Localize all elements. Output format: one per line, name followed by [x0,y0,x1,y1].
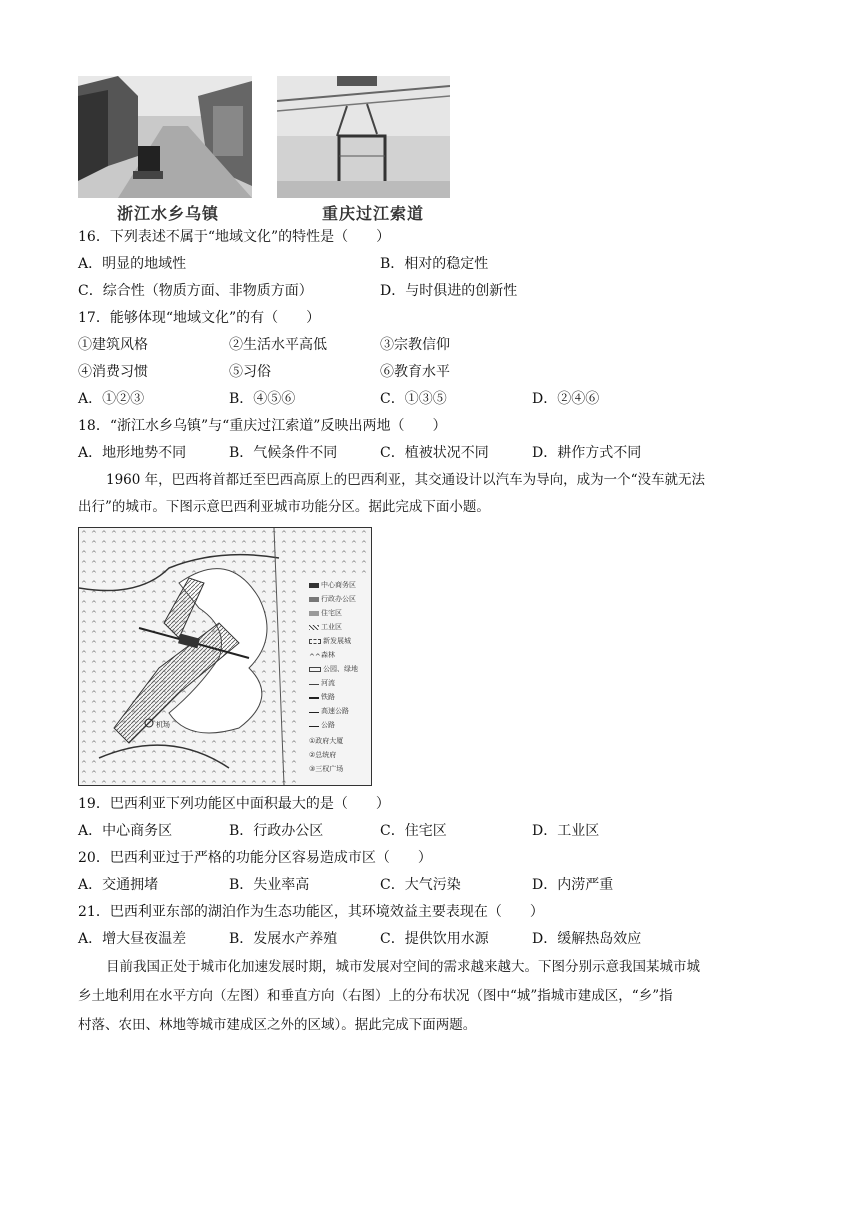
passage2-line2: 乡土地利用在水平方向（左图）和垂直方向（右图）上的分布状况（图中“城”指城市建成区，“乡”指 [78,988,673,1004]
legend-three-powers-plaza: ③三权广场 [309,765,344,773]
passage1-line2: 出行”的城市。下图示意巴西利亚城市功能分区。据此完成下面小题。 [78,499,490,515]
legend-admin: 行政办公区 [309,594,356,604]
q17-item-2: ②生活水平高低 [229,337,327,353]
q20-option-b: B．失业率高 [229,877,310,893]
q16-option-c: C．综合性（物质方面、非物质方面） [78,283,313,299]
q20-option-a: A．交通拥堵 [78,877,159,893]
q16-option-d: D．与时俱进的创新性 [380,283,518,299]
legend-forest: ^^森林 [309,651,335,661]
passage2-line3: 村落、农田、林地等城市建成区之外的区域）。据此完成下面两题。 [78,1017,477,1033]
q18-option-c: C．植被状况不同 [380,445,489,461]
q18-option-a: A．地形地势不同 [78,445,187,461]
legend-park: 公园、绿地 [309,664,358,674]
q18-option-d: D．耕作方式不同 [532,445,642,461]
q16-option-b: B．相对的稳定性 [380,256,489,272]
q19-stem: 19．巴西利亚下列功能区中面积最大的是（ ） [78,796,390,812]
brasilia-function-map [78,527,372,786]
passage1-line1: 1960 年，巴西将首都迁至巴西高原上的巴西利亚，其交通设计以汽车为导向，成为一个“没车就无法 [106,472,706,488]
q19-option-c: C．住宅区 [380,823,447,839]
map-airport-label: 机场 [156,721,170,729]
q17-option-c: C．①③⑤ [380,391,447,407]
q20-option-c: C．大气污染 [380,877,461,893]
q17-item-3: ③宗教信仰 [380,337,450,353]
q19-option-d: D．工业区 [532,823,600,839]
q17-option-a: A．①②③ [78,391,145,407]
q17-option-d: D．②④⑥ [532,391,600,407]
photo-cableway [277,76,450,198]
q21-option-c: C．提供饮用水源 [380,931,489,947]
q19-option-b: B．行政办公区 [229,823,324,839]
legend-presidential-palace: ②总统府 [309,751,337,759]
q21-stem: 21．巴西利亚东部的湖泊作为生态功能区，其环境效益主要表现在（ ） [78,904,544,920]
q16-option-a: A．明显的地域性 [78,256,187,272]
q18-stem: 18．“浙江水乡乌镇”与“重庆过江索道”反映出两地（ ） [78,418,447,434]
legend-industrial: 工业区 [309,622,342,632]
q17-item-1: ①建筑风格 [78,337,148,353]
q20-stem: 20．巴西利亚过于严格的功能分区容易造成市区（ ） [78,850,432,866]
q17-item-5: ⑤习俗 [229,364,271,380]
legend-road: 公路 [309,720,335,730]
q17-item-6: ⑥教育水平 [380,364,450,380]
photo-caption-cableway: 重庆过江索道 [322,204,425,223]
passage2-line1: 目前我国正处于城市化加速发展时期，城市发展对空间的需求越来越大。下图分别示意我国某城市城 [106,959,700,975]
q18-option-b: B．气候条件不同 [229,445,338,461]
q17-option-b: B．④⑤⑥ [229,391,296,407]
q21-option-b: B．发展水产养殖 [229,931,338,947]
legend-river: 河流 [309,678,335,688]
q21-option-d: D．缓解热岛效应 [532,931,642,947]
legend-new-town: 新发展城 [309,636,351,646]
q21-option-a: A．增大昼夜温差 [78,931,187,947]
q20-option-d: D．内涝严重 [532,877,614,893]
q16-stem: 16．下列表述不属于“地域文化”的特性是（ ） [78,229,391,245]
photo-wuzhen [78,76,252,198]
legend-residential: 住宅区 [309,608,342,618]
legend-railway: 铁路 [309,692,335,702]
legend-cbd: 中心商务区 [309,580,356,590]
q19-option-a: A．中心商务区 [78,823,173,839]
legend-gov-building: ①政府大厦 [309,737,344,745]
q17-item-4: ④消费习惯 [78,364,148,380]
q17-stem: 17．能够体现“地域文化”的有（ ） [78,310,321,326]
legend-expressway: 高速公路 [309,706,349,716]
photo-caption-wuzhen: 浙江水乡乌镇 [117,204,220,223]
